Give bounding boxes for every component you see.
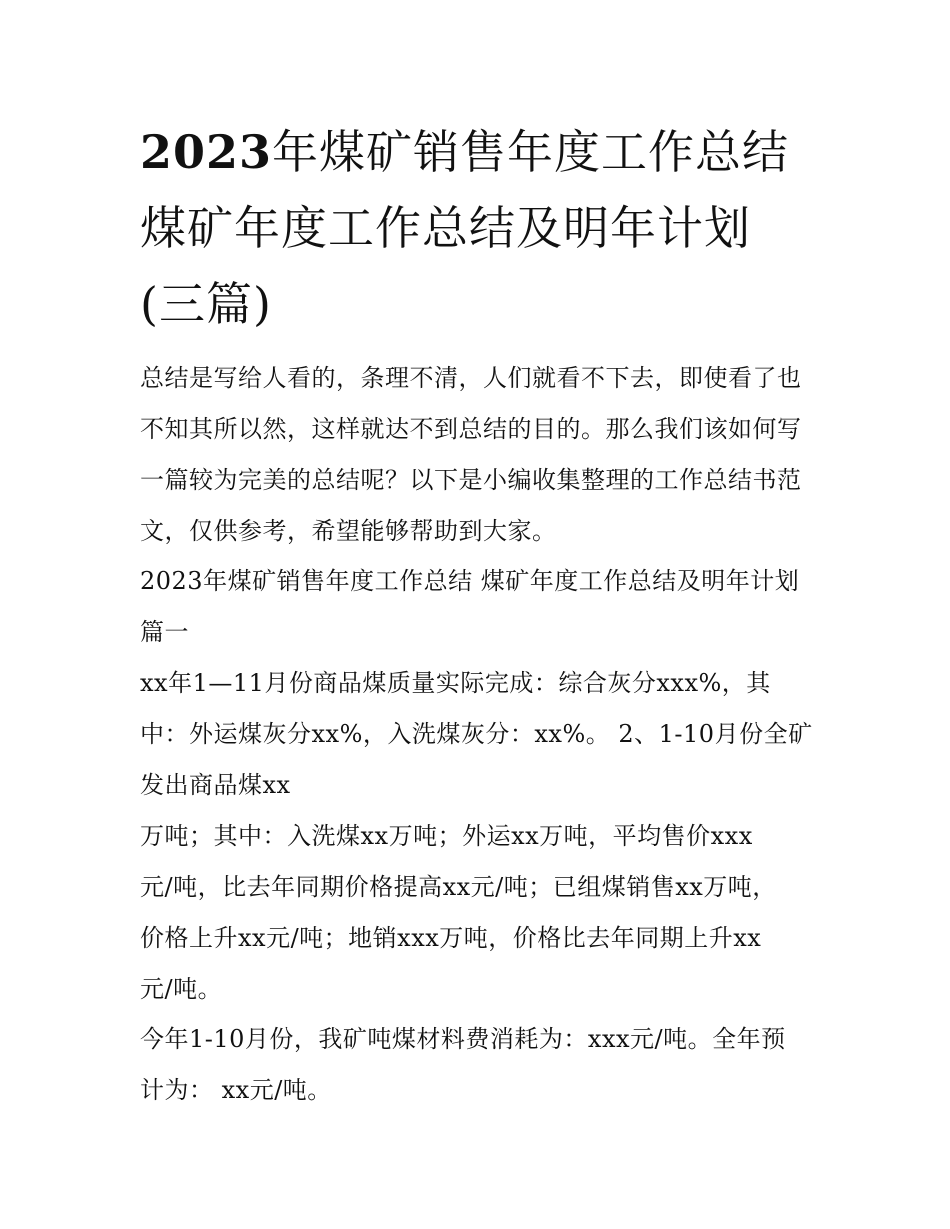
paragraph-line: 中：外运煤灰分xx%，入洗煤灰分：xx%。 2、1-10月份全矿 [140, 720, 813, 748]
paragraph-sales [140, 811, 820, 1015]
paragraph-line: 计为： xx元/吨。 [140, 1076, 332, 1104]
document-title [140, 114, 820, 342]
paragraph-line: 发出商品煤xx [140, 771, 291, 799]
intro-line: 总结是写给人看的，条理不清，人们就看不下去，即使看了也 [140, 364, 802, 392]
intro-line: 文，仅供参考，希望能够帮助到大家。 [140, 517, 557, 545]
paragraph-line: 元/吨，比去年同期价格提高xx元/吨；已组煤销售xx万吨， [140, 873, 777, 901]
paragraph-line: 万吨；其中：入洗煤xx万吨；外运xx万吨，平均售价xxx [140, 822, 753, 850]
paragraph-line: 价格上升xx元/吨；地销xxx万吨，价格比去年同期上升xx [140, 924, 762, 952]
section-heading [140, 556, 820, 658]
intro-line: 一篇较为完美的总结呢？以下是小编收集整理的工作总结书范 [140, 466, 802, 494]
intro-line: 不知其所以然，这样就达不到总结的目的。那么我们该如何写 [140, 415, 802, 443]
section-heading-line: 篇一 [140, 618, 189, 646]
title-line-1-text: 年煤矿销售年度工作总结 [272, 125, 790, 179]
paragraph-coal-quality [140, 658, 820, 811]
paragraph-material-cost [140, 1014, 820, 1116]
title-line-2: 煤矿年度工作总结及明年计划 [140, 201, 751, 255]
section-heading-line: 2023年煤矿销售年度工作总结 煤矿年度工作总结及明年计划 [140, 567, 800, 595]
title-line-1 [140, 114, 820, 190]
paragraph-line: 今年1-10月份，我矿吨煤材料费消耗为：xxx元/吨。全年预 [140, 1025, 786, 1053]
title-line-3: (三篇) [140, 277, 272, 331]
paragraph-line: xx年1—11月份商品煤质量实际完成：综合灰分xxx%，其 [140, 669, 771, 697]
intro-paragraph [140, 353, 820, 557]
paragraph-line: 元/吨。 [140, 975, 223, 1003]
title-year: 2023 [140, 125, 273, 179]
